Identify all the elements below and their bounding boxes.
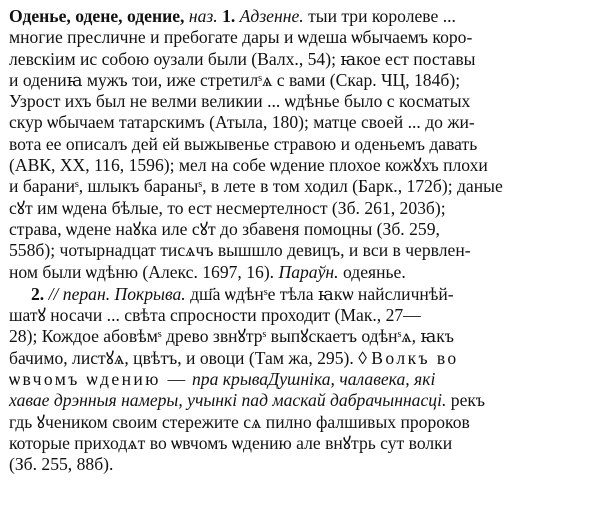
quote-line bbox=[9, 369, 590, 390]
quote-line: бачимо, листꙋѧ, цвѣтъ, и овоци (Там жа, 295). ◊ Волкъ во bbox=[9, 347, 459, 368]
sense-2-equivalent: // перан. Покрыва. bbox=[48, 283, 186, 304]
quote-text: тыи три королеве ... bbox=[308, 6, 456, 26]
quote-line: скур ѡбычаем татарскимъ (Атыла, 180); матце своей ... до жи- bbox=[9, 112, 475, 133]
quote-line: и одениꙗ мужъ тои, иже стретилˢѧ с вами (Скар. ЧЦ, 184б); bbox=[9, 69, 461, 90]
part-of-speech: наз. bbox=[188, 6, 218, 26]
sense-2-paragraph bbox=[9, 284, 590, 476]
quote-line: шатꙋ носачи ... свѣта спросности проходит (Мак., 27— bbox=[9, 305, 421, 326]
quote-line: и бараниˢ, шлыкъ бараныˢ, в лете в том ходил (Барк., 172б); даные bbox=[9, 176, 503, 197]
phrase-gloss: пра крываДушніка, чалавека, які bbox=[192, 369, 436, 390]
sense-2-first-line bbox=[9, 284, 590, 305]
sense-2-number: 2. bbox=[31, 283, 45, 304]
quote-line: 558б); чотырнадцат тисѧчъ вышшло девицъ, и вси в червлен- bbox=[9, 240, 471, 261]
quote-line: многие пресличне и пребогате дары и ѡдеша ѡбычаемъ коро- bbox=[9, 27, 473, 48]
quote-line: сꙋт им ѡдена бѣлые, то ест несмертелност (Зб. 261, 203б); bbox=[9, 197, 446, 218]
quote-line: страва, ѡдене наꙋка иле сꙋт до збавеня помоцны (Зб. 259, bbox=[9, 218, 440, 239]
quote-line: (АВК, XX, 116, 1596); мел на собе ѡдение плохое кожꙋхъ плохи bbox=[9, 155, 488, 176]
phrase-gloss-cont: хавае дрэнныя намеры, учынкі пад маскай дабрачыннасці. bbox=[9, 390, 447, 411]
phraseologism: Волкъ во bbox=[371, 347, 459, 368]
quote-line: которые приходѧт во ѡвчомъ ѡдению але внꙋтрь сут волки bbox=[9, 432, 453, 453]
quote-line-last: (Зб. 255, 88б). bbox=[9, 454, 114, 475]
phrase-marker: ◊ bbox=[358, 347, 367, 368]
sense-1-equivalent: Адзенне. bbox=[239, 6, 304, 26]
quote-text: дш҃а ѡдѣнˢе тѣла ꙗкѡ найсличнѣй- bbox=[190, 283, 454, 304]
cross-reference-label: Параўн. bbox=[278, 261, 339, 282]
quote-line: хавае дрэнныя намеры, учынкі пад маскай дабрачыннасці. рекъ bbox=[9, 390, 486, 411]
headword: Оденье, одене, одение bbox=[9, 6, 181, 26]
quote-line: левскіим ис собою оузали были (Валх., 54); ꙗкое ест поставы bbox=[9, 48, 476, 69]
cross-reference-word: одеяньe. bbox=[342, 261, 406, 282]
quote-line-last: ном были ѡдѣню (Алекс. 1697, 16). Параўн. одеяньe. bbox=[9, 261, 406, 282]
phraseologism-cont: ѡвчомъ ѡдению — bbox=[9, 369, 188, 390]
quote-line: Узрост ихъ был не велми великии ... ѡдѣнье было с косматых bbox=[9, 91, 471, 112]
sense-1-paragraph bbox=[9, 6, 590, 283]
quote-line: гдь ꙋчеником своим стережите сѧ пилно фалшивых пророков bbox=[9, 411, 470, 432]
sense-1-number: 1. bbox=[222, 6, 236, 26]
line-1: Оденье, одене, одение, наз. 1. Адзенне. тыи три королеве ... bbox=[9, 6, 456, 26]
quote-line: 28); Кождое абовѣмˢ древо звнꙋтрˢ выпꙋскаетъ одѣнˢѧ, ꙗкъ bbox=[9, 326, 454, 347]
quote-line: вота ее описалъ дей ей выжывенье стравою и оденьемъ давать bbox=[9, 133, 478, 154]
